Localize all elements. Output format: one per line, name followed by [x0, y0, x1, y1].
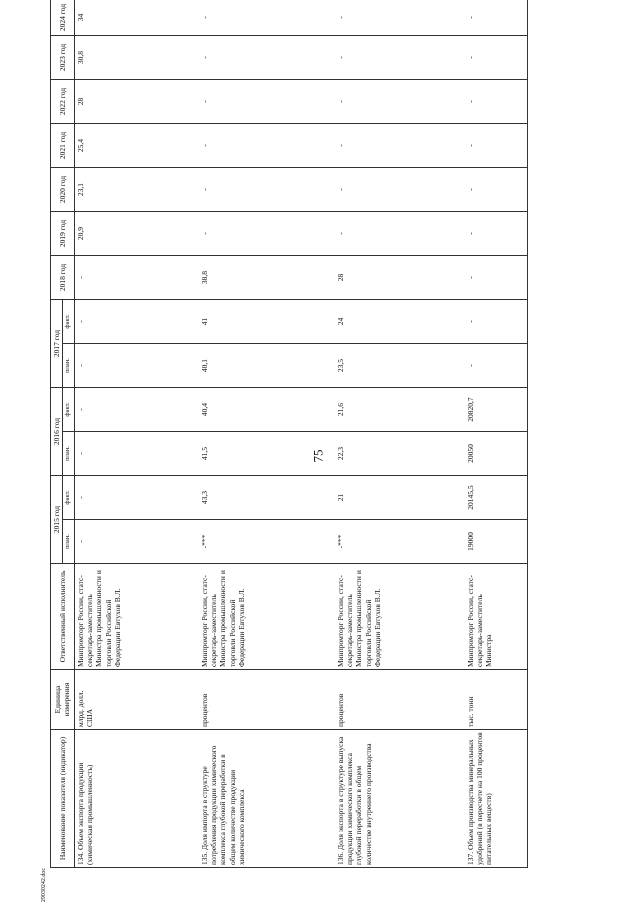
value-cell: - — [199, 124, 335, 168]
value-cell: - — [199, 212, 335, 256]
value-cell: 25,4 — [74, 124, 199, 168]
unit-cell: млрд. долл. США — [74, 670, 199, 730]
indicators-table — [50, 0, 528, 868]
value-cell: - — [465, 344, 528, 388]
executor-cell: Минпромторг России, статс-секретарь-заместитель Министра — [465, 564, 528, 670]
value-cell: - — [199, 0, 335, 36]
value-cell: 30,8 — [74, 36, 199, 80]
value-cell: - — [199, 168, 335, 212]
unit-cell: процентов — [199, 670, 335, 730]
indicator-name: 135. Доля импорта в структуре потребления продукции химического комплекса глубокой переработки в общем количестве продукции химического комплекса — [199, 730, 335, 868]
header-2016-fact: факт. — [63, 388, 74, 432]
value-cell: - — [465, 300, 528, 344]
header-2016: 2016 год — [51, 388, 63, 476]
value-cell: - — [465, 256, 528, 300]
header-2024: 2024 год — [51, 0, 75, 36]
value-cell: 28 — [74, 80, 199, 124]
value-cell: 20050 — [465, 432, 528, 476]
value-cell: 43,3 — [199, 476, 335, 520]
value-cell: - — [199, 36, 335, 80]
value-cell: - — [465, 168, 528, 212]
value-cell: - — [74, 476, 199, 520]
executor-cell: Минпромторг России, статс-секретарь-заместитель Министра промышленности и торговли Российской Федерации Евтухов В.Л. — [74, 564, 199, 670]
header-unit: Единица измерения — [51, 670, 75, 730]
value-cell: 19000 — [465, 520, 528, 564]
indicator-name: 134. Объем экспорта продукции (химическая промышленность) — [74, 730, 199, 868]
header-2017-plan: план. — [63, 344, 74, 388]
value-cell: 28 — [335, 256, 465, 300]
value-cell: - — [335, 0, 465, 36]
value-cell: 21,6 — [335, 388, 465, 432]
value-cell: 23,1 — [74, 168, 199, 212]
executor-cell: Минпромторг России, статс-секретарь-заместитель Министра промышленности и торговли Российской Федерации Евтухов В.Л. — [335, 564, 465, 670]
header-2017-fact: факт. — [63, 300, 74, 344]
table-row — [335, 0, 465, 868]
header-2015: 2015 год — [51, 476, 63, 564]
value-cell: - — [335, 124, 465, 168]
value-cell: - — [335, 168, 465, 212]
indicator-name: 136. Доля экспорта в структуре выпуска продукции химического комплекса глубокой переработки в общем количестве внутреннего производства — [335, 730, 465, 868]
value-cell: - — [74, 432, 199, 476]
value-cell: - — [74, 520, 199, 564]
header-2018: 2018 год — [51, 256, 75, 300]
value-cell: 24 — [335, 300, 465, 344]
value-cell: - — [335, 212, 465, 256]
value-cell: - — [74, 300, 199, 344]
value-cell: 21 — [335, 476, 465, 520]
value-cell: - — [465, 80, 528, 124]
indicator-name: 137. Объем производства минеральных удобрений (в пересчете на 100 процентов питательных веществ) — [465, 730, 528, 868]
footer-filename: 29030242.doc — [40, 867, 47, 903]
header-2017: 2017 год — [51, 300, 63, 388]
value-cell: 40,1 — [199, 344, 335, 388]
unit-cell: процентов — [335, 670, 465, 730]
value-cell: 38,8 — [199, 256, 335, 300]
value-cell: - — [465, 36, 528, 80]
value-cell: 40,4 — [199, 388, 335, 432]
value-cell: 20145,5 — [465, 476, 528, 520]
value-cell: - — [74, 256, 199, 300]
value-cell: -*** — [199, 520, 335, 564]
value-cell: 22,3 — [335, 432, 465, 476]
value-cell: -*** — [335, 520, 465, 564]
value-cell: - — [335, 80, 465, 124]
header-2021: 2021 год — [51, 124, 75, 168]
value-cell: 20820,7 — [465, 388, 528, 432]
value-cell: 34 — [74, 0, 199, 36]
value-cell: 23,5 — [335, 344, 465, 388]
value-cell: - — [199, 80, 335, 124]
header-2022: 2022 год — [51, 80, 75, 124]
value-cell: 20,9 — [74, 212, 199, 256]
header-2019: 2019 год — [51, 212, 75, 256]
value-cell: 41 — [199, 300, 335, 344]
header-indicator: Наименование показателя (индикатор) — [51, 730, 75, 868]
document-footer — [22, 867, 66, 903]
table-row — [74, 0, 199, 868]
value-cell: - — [74, 344, 199, 388]
table-row — [465, 0, 528, 868]
header-2023: 2023 год — [51, 36, 75, 80]
value-cell: - — [465, 124, 528, 168]
page-number: 75 — [310, 449, 326, 463]
value-cell: 41,5 — [199, 432, 335, 476]
header-2020: 2020 год — [51, 168, 75, 212]
unit-cell: тыс. тонн — [465, 670, 528, 730]
header-2016-plan: план. — [63, 432, 74, 476]
value-cell: - — [465, 212, 528, 256]
value-cell: - — [74, 388, 199, 432]
value-cell: - — [335, 36, 465, 80]
rotated-table-container — [50, 0, 610, 868]
value-cell: - — [465, 0, 528, 36]
header-2015-plan: план. — [63, 520, 74, 564]
table-row — [199, 0, 335, 868]
executor-cell: Минпромторг России, статс-секретарь-заместитель Министра промышленности и торговли Российской Федерации Евтухов В.Л. — [199, 564, 335, 670]
header-2015-fact: факт. — [63, 476, 74, 520]
header-executor: Ответственный исполнитель — [51, 564, 75, 670]
